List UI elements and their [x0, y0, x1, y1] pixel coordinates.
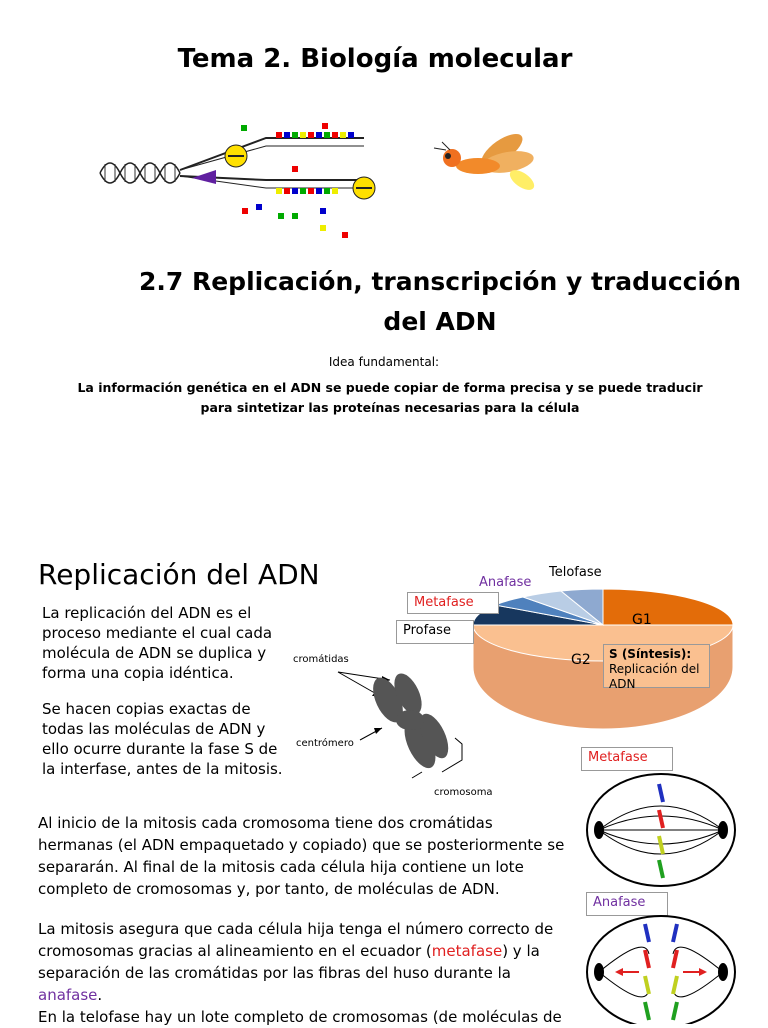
label-telofase: Telofase — [549, 565, 602, 580]
paragraph-4-b: ) y la separación de las cromátidas por las fibras del huso durante la — [38, 942, 540, 982]
paragraph-1: La replicación del ADN es el proceso mediante el cual cada molécula de ADN se duplica y forma una copia idéntica. — [42, 604, 273, 682]
label-metafase: Metafase — [407, 592, 499, 614]
firefly-illustration — [430, 128, 540, 203]
paragraph-4-a: La mitosis asegura que cada célula hija tenga el número correcto de cromosomas gracias al alineamiento en el ecuador ( — [38, 920, 554, 960]
s-phase-box — [603, 644, 710, 691]
label-profase: Profase — [396, 620, 474, 644]
section-title: Replicación del ADN — [38, 558, 320, 591]
label-g2: G2 — [571, 652, 591, 668]
subtitle-line-1: 2.7 Replicación, transcripción y traducción — [138, 267, 741, 296]
paragraph-4-anafase: anafase — [38, 986, 98, 1004]
mitosis-label-anafase: Anafase — [586, 892, 668, 916]
subtitle-line-2: del ADN — [383, 307, 497, 336]
paragraph-4-metafase: metafase — [431, 942, 503, 960]
page-title: Tema 2. Biología molecular — [177, 44, 573, 74]
label-cromatidas: cromátidas — [293, 654, 349, 665]
label-centromero: centrómero — [296, 738, 354, 749]
paragraph-4 — [38, 918, 568, 1006]
dna-replication-illustration — [96, 118, 396, 243]
idea-label: Idea fundamental: — [328, 355, 440, 369]
metaphase-cell-diagram — [585, 772, 745, 892]
anaphase-cell-diagram — [585, 914, 745, 1024]
mitosis-label-metafase: Metafase — [581, 747, 673, 771]
label-cromosoma: cromosoma — [434, 787, 493, 798]
paragraph-4-c: . — [97, 986, 103, 1004]
s-phase-text: Replicación del ADN — [609, 662, 700, 691]
label-anafase: Anafase — [479, 575, 532, 590]
paragraph-5: En la telofase hay un lote completo de cromosomas (de moléculas de — [38, 1008, 562, 1026]
s-phase-title: S (Síntesis): — [609, 647, 692, 661]
paragraph-3: Al inicio de la mitosis cada cromosoma tiene dos cromátidas hermanas (el ADN empaquetado y copiado) que se posteriormente se separarán. Al final de la mitosis cada célula hija contiene un lote completo de cromosomas y, por tanto, de moléculas de ADN. — [38, 814, 565, 898]
section-subtitle — [120, 262, 760, 342]
label-g1: G1 — [632, 612, 652, 628]
idea-text: La información genética en el ADN se puede copiar de forma precisa y se puede traducir para sintetizar las proteínas necesarias para la célula — [77, 380, 703, 415]
chromosome-image — [330, 660, 470, 790]
paragraph-2: Se hacen copias exactas de todas las moléculas de ADN y ello ocurre durante la fase S de la interfase, antes de la mitosis. — [42, 700, 283, 778]
